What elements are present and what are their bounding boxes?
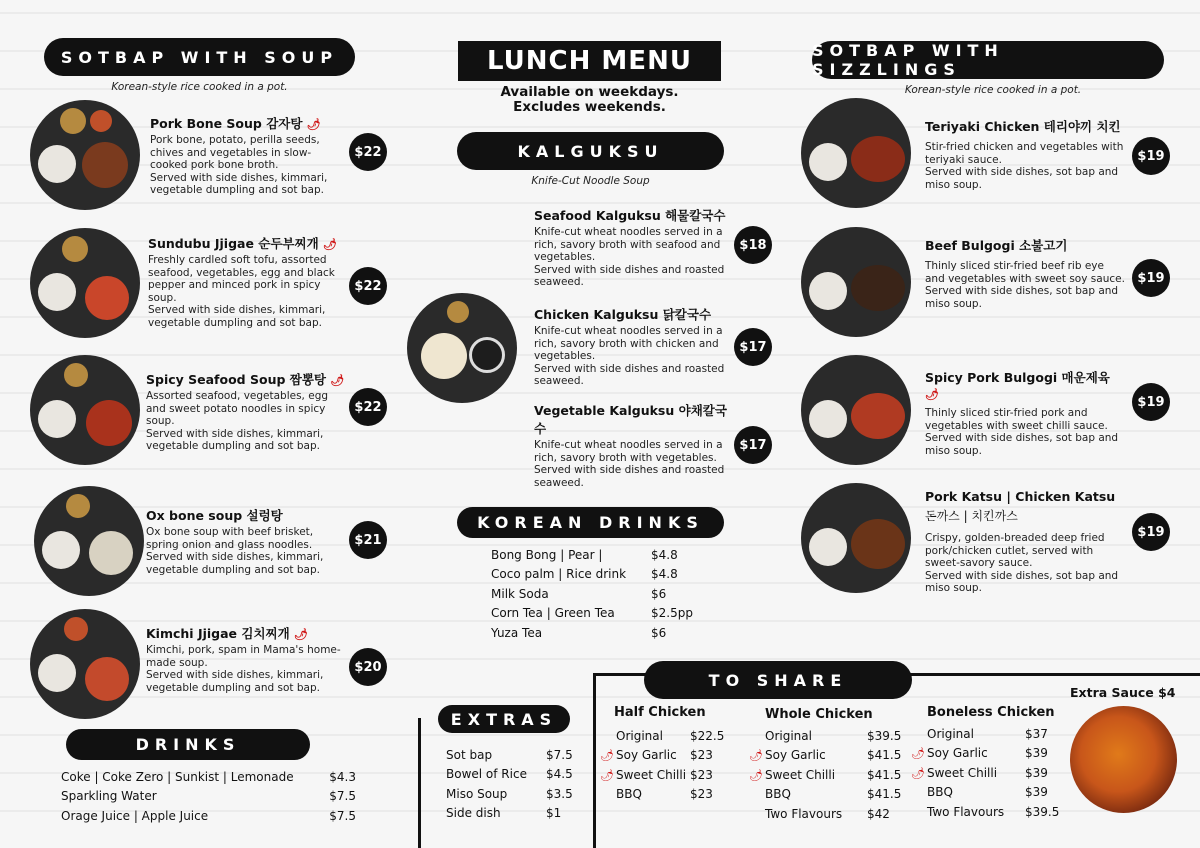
list-item <box>61 806 356 826</box>
list-item <box>446 784 576 804</box>
list-item <box>911 724 1061 744</box>
list-item <box>491 545 696 565</box>
price-badge: $19 <box>1132 513 1170 551</box>
price-badge: $17 <box>734 426 772 464</box>
sizzling-section-subtitle: Korean-style rice cooked in a pot. <box>904 84 1082 96</box>
item-price: $37 <box>1025 726 1048 741</box>
price-badge: $17 <box>734 328 772 366</box>
item-served-with: Served with side dishes and roasted seaweed. <box>534 263 725 288</box>
item-price: $4.5 <box>546 767 573 782</box>
menu-item-sundubu-jjigae <box>148 234 343 329</box>
chili-icon: 🌶 <box>911 747 925 761</box>
chili-icon: 🌶 <box>323 238 337 251</box>
list-item <box>911 744 1061 764</box>
item-price: $39.5 <box>1025 804 1060 819</box>
sundubu-jjigae-photo <box>30 228 140 338</box>
ox-bone-soup-photo <box>34 486 144 596</box>
menu-item-ox-bone-soup <box>146 506 341 576</box>
item-price: $2.5pp <box>651 606 693 621</box>
availability-line-2: Excludes weekends. <box>513 99 666 115</box>
list-item <box>749 804 905 824</box>
item-description: Pork bone, potato, perilla seeds, chives and vegetables in slow-cooked pork bone broth. <box>150 134 320 171</box>
item-description: Thinly sliced stir-fried pork and vegetables with sweet chilli sauce. <box>925 407 1108 432</box>
boneless-chicken-list <box>911 724 1061 822</box>
list-item <box>749 746 905 766</box>
item-name: Sundubu Jjigae 순두부찌개 <box>148 236 319 251</box>
menu-item-katsu <box>925 489 1125 595</box>
item-served-with: Served with side dishes and roasted seaweed. <box>534 362 725 387</box>
whole-chicken-list <box>749 726 905 824</box>
kalguksu-photo <box>407 293 517 403</box>
list-item <box>61 767 356 787</box>
list-item <box>491 623 696 643</box>
extras-list <box>446 745 576 823</box>
item-name: BBQ <box>765 787 791 802</box>
menu-item-chicken-kalguksu <box>534 305 734 388</box>
price-badge: $20 <box>349 648 387 686</box>
item-price: $23 <box>690 767 713 782</box>
beef-bulgogi-photo <box>801 227 911 337</box>
chili-icon: 🌶 <box>925 388 939 401</box>
drinks-heading: DRINKS <box>66 729 310 760</box>
item-price: $3.5 <box>546 786 573 801</box>
item-name: Sweet Chilli <box>927 765 998 780</box>
availability-line-1: Available on weekdays. <box>500 84 679 100</box>
list-item <box>749 785 905 805</box>
list-item <box>61 787 356 807</box>
item-description: Freshly cardled soft tofu, assorted seafood, vegetables, egg and black pepper and minced pork in spicy soup. <box>148 254 335 304</box>
item-name: BBQ <box>616 787 642 802</box>
kimchi-jjigae-photo <box>30 609 140 719</box>
item-price: $4.3 <box>329 769 356 784</box>
item-name: Sweet Chilli <box>616 767 687 782</box>
item-served-with: Served with side dishes, kimmari, vegetable dumpling and sot bap. <box>146 669 324 694</box>
list-item <box>600 785 732 805</box>
list-item <box>600 726 732 746</box>
item-name: Teriyaki Chicken 테리야끼 치킨 <box>925 119 1121 134</box>
item-price: $41.5 <box>867 748 902 763</box>
soup-section-subtitle: Korean-style rice cooked in a pot. <box>111 81 288 93</box>
item-name: Soy Garlic <box>927 746 988 761</box>
item-description: Thinly sliced stir-fried beef rib eye and vegetables with sweet soy sauce. <box>925 260 1125 285</box>
list-item <box>911 802 1061 822</box>
availability-note <box>458 85 721 115</box>
item-name: Sparkling Water <box>61 789 157 804</box>
item-description: Knife-cut wheat noodles served in a rich, savory broth with seafood and vegetables. <box>534 226 723 263</box>
drinks-list <box>61 767 356 826</box>
item-name: Coke | Coke Zero | Sunkist | Lemonade <box>61 769 294 784</box>
fried-chicken-photo <box>1070 706 1177 813</box>
item-served-with: Served with side dishes, kimmari, vegetable dumpling and sot bap. <box>150 171 328 196</box>
item-name: Bong Bong | Pear | <box>491 547 603 562</box>
price-badge: $18 <box>734 226 772 264</box>
menu-item-kimchi-jjigae <box>146 624 341 694</box>
korean-drinks-list <box>491 545 696 643</box>
list-item <box>446 765 576 785</box>
item-price: $39 <box>1025 785 1048 800</box>
kalguksu-heading: KALGUKSU <box>457 132 724 170</box>
list-item <box>749 726 905 746</box>
katsu-photo <box>801 483 911 593</box>
item-name: Milk Soda <box>491 586 549 601</box>
chili-icon: 🌶 <box>306 118 321 131</box>
item-name: Chicken Kalguksu 닭칼국수 <box>534 307 712 322</box>
extras-box-line <box>418 718 421 848</box>
item-description: Knife-cut wheat noodles served in a rich, savory broth with chicken and vegetables. <box>534 325 723 362</box>
soup-section-heading: SOTBAP WITH SOUP <box>44 38 355 76</box>
menu-item-teriyaki-chicken <box>925 117 1125 191</box>
item-price: $39 <box>1025 765 1048 780</box>
item-name: Bowel of Rice <box>446 767 527 782</box>
price-badge: $22 <box>349 388 387 426</box>
item-price: $4.8 <box>651 567 678 582</box>
item-price: $39 <box>1025 746 1048 761</box>
item-name: Orage Juice | Apple Juice <box>61 808 209 823</box>
item-description: Assorted seafood, vegetables, egg and sweet potato noodles in spicy soup. <box>146 390 329 427</box>
menu-item-beef-bulgogi <box>925 236 1125 310</box>
item-name: Soy Garlic <box>616 748 677 763</box>
kalguksu-subtitle: Knife-Cut Noodle Soup <box>531 175 650 187</box>
item-name: Miso Soup <box>446 786 508 801</box>
price-badge: $19 <box>1132 137 1170 175</box>
item-name: Pork Bone Soup 감자탕 <box>150 116 303 131</box>
item-served-with: Served with side dishes and roasted seaweed. <box>534 464 725 489</box>
chili-icon: 🌶 <box>911 766 925 780</box>
item-served-with: Served with side dishes, sot bap and miso soup. <box>925 285 1119 310</box>
item-served-with: Served with side dishes, kimmari, vegetable dumpling and sot bap. <box>148 304 326 329</box>
item-served-with: Served with side dishes, kimmari, vegetable dumpling and sot bap. <box>146 551 324 576</box>
item-price: $1 <box>546 806 562 821</box>
item-price: $6 <box>651 625 667 640</box>
item-name: Spicy Pork Bulgogi 매운제육 <box>925 370 1110 385</box>
sizzling-section-heading: SOTBAP WITH SIZZLINGS <box>812 41 1164 79</box>
item-price: $42 <box>867 806 890 821</box>
item-description: Crispy, golden-breaded deep fried pork/chicken cutlet, served with sweet-savory sauce. <box>925 532 1105 569</box>
item-name: Original <box>927 726 974 741</box>
to-share-heading: TO SHARE <box>644 661 912 699</box>
item-price: $6 <box>651 586 667 601</box>
korean-drinks-heading: KOREAN DRINKS <box>457 507 724 538</box>
item-served-with: Served with side dishes, sot bap and miso soup. <box>925 166 1119 191</box>
half-chicken-title: Half Chicken <box>614 705 706 720</box>
item-name: Soy Garlic <box>765 748 826 763</box>
spicy-seafood-soup-photo <box>30 355 140 465</box>
item-name: BBQ <box>927 785 953 800</box>
item-price: $41.5 <box>867 787 902 802</box>
item-name: Seafood Kalguksu 해물칼국수 <box>534 208 726 223</box>
chili-icon: 🌶 <box>749 768 763 782</box>
item-name: Coco palm | Rice drink <box>491 567 627 582</box>
item-price: $7.5 <box>546 747 573 762</box>
item-description: Knife-cut wheat noodles served in a rich, savory broth with vegetables. <box>534 439 723 464</box>
item-served-with: Served with side dishes, sot bap and miso soup. <box>925 569 1119 594</box>
item-price: $39.5 <box>867 728 902 743</box>
chili-icon: 🌶 <box>330 374 345 387</box>
lunch-menu-title: LUNCH MENU <box>458 41 721 81</box>
item-name: Two Flavours <box>927 804 1005 819</box>
price-badge: $19 <box>1132 383 1170 421</box>
item-name: Sweet Chilli <box>765 767 836 782</box>
item-description: Ox bone soup with beef brisket, spring onion and glass noodles. <box>146 526 314 551</box>
list-item <box>911 763 1061 783</box>
item-name: Two Flavours <box>765 806 843 821</box>
item-name: Vegetable Kalguksu 야채칼국수 <box>534 403 727 436</box>
boneless-chicken-title: Boneless Chicken <box>927 705 1055 720</box>
list-item <box>600 746 732 766</box>
price-badge: $22 <box>349 133 387 171</box>
item-price: $23 <box>690 748 713 763</box>
item-name: Original <box>616 728 663 743</box>
chili-icon: 🌶 <box>294 628 309 641</box>
price-badge: $21 <box>349 521 387 559</box>
item-name: Corn Tea | Green Tea <box>491 606 615 621</box>
item-name: Ox bone soup 설렁탕 <box>146 508 283 523</box>
price-badge: $22 <box>349 267 387 305</box>
item-description: Kimchi, pork, spam in Mama's home-made soup. <box>146 644 341 669</box>
menu-item-seafood-kalguksu <box>534 206 734 289</box>
list-item <box>600 765 732 785</box>
extra-sauce-label: Extra Sauce $4 <box>1070 685 1176 700</box>
item-name: Kimchi Jjigae 김치찌개 <box>146 626 290 641</box>
item-price: $7.5 <box>329 789 356 804</box>
list-item <box>446 745 576 765</box>
list-item <box>911 783 1061 803</box>
item-name: Sot bap <box>446 747 493 762</box>
price-badge: $19 <box>1132 259 1170 297</box>
list-item <box>491 604 696 624</box>
chili-icon: 🌶 <box>749 749 763 763</box>
list-item <box>749 765 905 785</box>
whole-chicken-title: Whole Chicken <box>765 707 873 722</box>
spicy-pork-bulgogi-photo <box>801 355 911 465</box>
list-item <box>491 565 696 585</box>
menu-item-vegetable-kalguksu <box>534 401 734 489</box>
menu-item-spicy-seafood-soup <box>146 370 346 453</box>
item-price: $23 <box>690 787 713 802</box>
item-name: Beef Bulgogi 소불고기 <box>925 238 1068 253</box>
item-name: Spicy Seafood Soup 짬뽕탕 <box>146 372 326 387</box>
item-served-with: Served with side dishes, sot bap and miso soup. <box>925 432 1119 457</box>
half-chicken-list <box>600 726 732 804</box>
item-price: $41.5 <box>867 767 902 782</box>
menu-item-pork-bone-soup <box>150 114 345 197</box>
item-price: $7.5 <box>329 808 356 823</box>
item-name: Yuza Tea <box>491 625 543 640</box>
item-price: $22.5 <box>690 728 725 743</box>
chili-icon: 🌶 <box>600 768 614 782</box>
item-name-korean: 돈까스 | 치킨까스 <box>925 509 1018 523</box>
chili-icon: 🌶 <box>600 749 614 763</box>
pork-bone-soup-photo <box>30 100 140 210</box>
list-item <box>491 584 696 604</box>
item-name: Pork Katsu | Chicken Katsu <box>925 489 1116 504</box>
item-name: Side dish <box>446 806 501 821</box>
item-price: $4.8 <box>651 547 678 562</box>
item-served-with: Served with side dishes, kimmari, vegetable dumpling and sot bap. <box>146 427 324 452</box>
item-name: Original <box>765 728 812 743</box>
teriyaki-chicken-photo <box>801 98 911 208</box>
menu-item-spicy-pork-bulgogi <box>925 368 1125 457</box>
extras-heading: EXTRAS <box>438 705 570 733</box>
list-item <box>446 804 576 824</box>
item-description: Stir-fried chicken and vegetables with teriyaki sauce. <box>925 141 1124 166</box>
